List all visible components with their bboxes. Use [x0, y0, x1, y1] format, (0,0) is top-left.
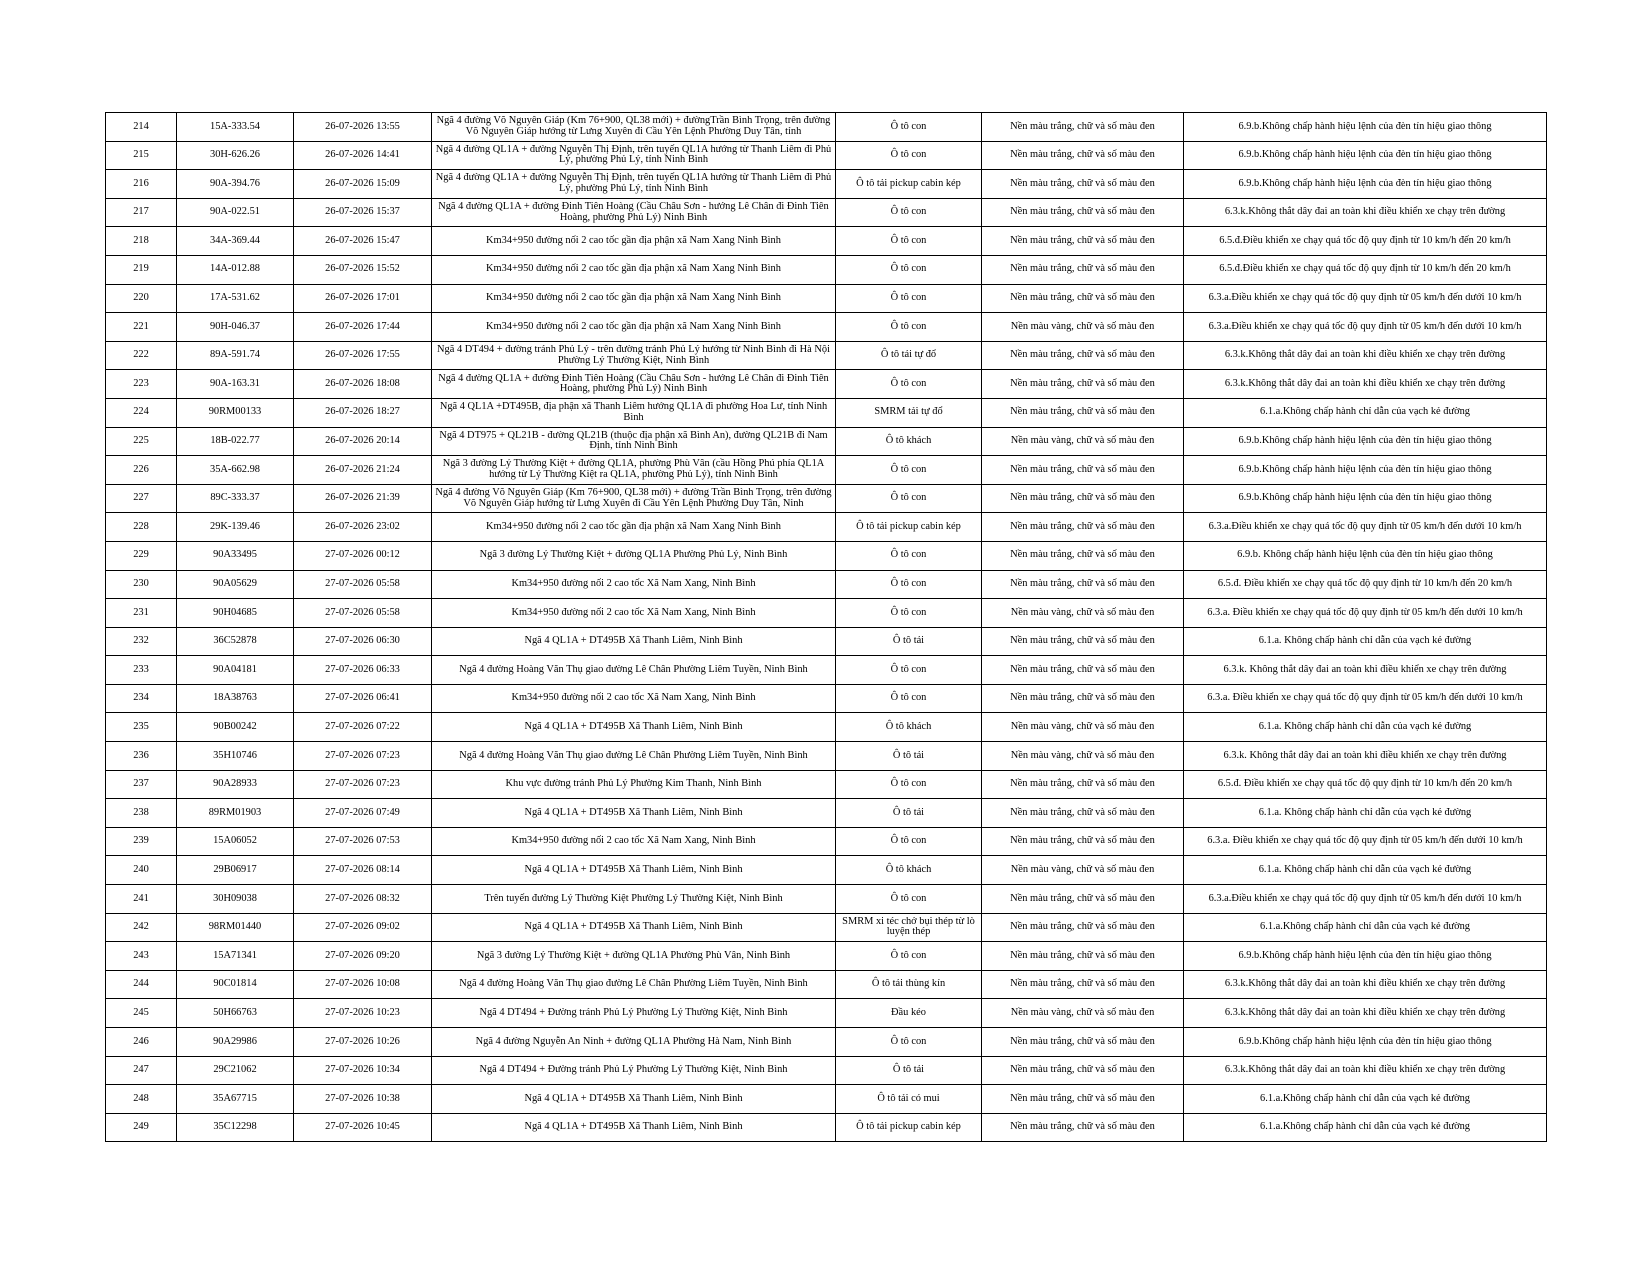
row-number-cell: 217 [106, 198, 177, 227]
plate-number-cell: 90A05629 [177, 570, 294, 599]
plate-number-cell: 90A29986 [177, 1028, 294, 1057]
plate-number-cell: 89A-591.74 [177, 341, 294, 370]
plate-color-cell: Nền màu trắng, chữ và số màu đen [982, 684, 1184, 713]
table-row [106, 198, 1547, 227]
row-number-cell: 242 [106, 913, 177, 942]
violation-cell: 6.9.b.Không chấp hành hiệu lệnh của đèn tín hiệu giao thông [1184, 484, 1547, 513]
timestamp-cell: 27-07-2026 10:38 [294, 1085, 432, 1114]
vehicle-type-cell: Ô tô khách [836, 427, 982, 456]
timestamp-cell: 26-07-2026 18:08 [294, 370, 432, 399]
table-row [106, 113, 1547, 142]
location-cell: Ngã 4 DT494 + đường tránh Phủ Lý - trên đường tránh Phủ Lý hướng từ Ninh Bình đi Hà Nội Phường Lý Thường Kiệt, Ninh Bình [432, 341, 836, 370]
timestamp-cell: 27-07-2026 10:45 [294, 1113, 432, 1142]
row-number-cell: 224 [106, 398, 177, 427]
plate-number-cell: 18B-022.77 [177, 427, 294, 456]
violation-cell: 6.9.b.Không chấp hành hiệu lệnh của đèn tín hiệu giao thông [1184, 427, 1547, 456]
row-number-cell: 235 [106, 713, 177, 742]
vehicle-type-cell: Ô tô tải pickup cabin kép [836, 170, 982, 199]
violation-cell: 6.3.a. Điều khiển xe chạy quá tốc độ quy định từ 05 km/h đến dưới 10 km/h [1184, 827, 1547, 856]
row-number-cell: 233 [106, 656, 177, 685]
vehicle-type-cell: Ô tô con [836, 599, 982, 628]
vehicle-type-cell: Ô tô con [836, 827, 982, 856]
plate-number-cell: 35A67715 [177, 1085, 294, 1114]
row-number-cell: 218 [106, 227, 177, 256]
table-row [106, 827, 1547, 856]
row-number-cell: 236 [106, 742, 177, 771]
row-number-cell: 223 [106, 370, 177, 399]
plate-number-cell: 30H-626.26 [177, 141, 294, 170]
row-number-cell: 245 [106, 999, 177, 1028]
plate-number-cell: 34A-369.44 [177, 227, 294, 256]
plate-color-cell: Nền màu vàng, chữ và số màu đen [982, 742, 1184, 771]
row-number-cell: 247 [106, 1056, 177, 1085]
timestamp-cell: 27-07-2026 07:23 [294, 770, 432, 799]
violation-cell: 6.3.a.Điều khiển xe chạy quá tốc độ quy định từ 05 km/h đến dưới 10 km/h [1184, 284, 1547, 313]
plate-color-cell: Nền màu trắng, chữ và số màu đen [982, 398, 1184, 427]
timestamp-cell: 27-07-2026 05:58 [294, 599, 432, 628]
violation-cell: 6.3.a.Điều khiển xe chạy quá tốc độ quy định từ 05 km/h đến dưới 10 km/h [1184, 513, 1547, 542]
vehicle-type-cell: Ô tô con [836, 656, 982, 685]
timestamp-cell: 27-07-2026 07:53 [294, 827, 432, 856]
plate-color-cell: Nền màu trắng, chữ và số màu đen [982, 770, 1184, 799]
plate-color-cell: Nền màu trắng, chữ và số màu đen [982, 1028, 1184, 1057]
violation-cell: 6.3.k. Không thắt dây đai an toàn khi điều khiển xe chạy trên đường [1184, 656, 1547, 685]
vehicle-type-cell: Ô tô con [836, 255, 982, 284]
plate-color-cell: Nền màu trắng, chữ và số màu đen [982, 113, 1184, 142]
location-cell: Km34+950 đường nối 2 cao tốc gần địa phận xã Nam Xang Ninh Bình [432, 513, 836, 542]
location-cell: Ngã 4 QL1A + DT495B Xã Thanh Liêm, Ninh Bình [432, 913, 836, 942]
plate-color-cell: Nền màu trắng, chữ và số màu đen [982, 885, 1184, 914]
violation-cell: 6.9.b.Không chấp hành hiệu lệnh của đèn tín hiệu giao thông [1184, 141, 1547, 170]
table-row [106, 456, 1547, 485]
violation-cell: 6.3.k. Không thắt dây đai an toàn khi điều khiển xe chạy trên đường [1184, 742, 1547, 771]
violation-cell: 6.3.k.Không thắt dây đai an toàn khi điều khiển xe chạy trên đường [1184, 341, 1547, 370]
timestamp-cell: 26-07-2026 13:55 [294, 113, 432, 142]
table-row [106, 541, 1547, 570]
violation-cell: 6.3.k.Không thắt dây đai an toàn khi điều khiển xe chạy trên đường [1184, 1056, 1547, 1085]
vehicle-type-cell: Ô tô tải tự đổ [836, 341, 982, 370]
plate-color-cell: Nền màu trắng, chữ và số màu đen [982, 141, 1184, 170]
location-cell: Ngã 4 đường Võ Nguyên Giáp (Km 76+900, QL38 mới) + đường Trần Bình Trọng, trên đường Võ Nguyên Giáp hướng từ Lưng Xuyên đi Cầu Yên Lệnh Phường Duy Tân, Ninh [432, 484, 836, 513]
plate-color-cell: Nền màu trắng, chữ và số màu đen [982, 170, 1184, 199]
row-number-cell: 226 [106, 456, 177, 485]
violation-cell: 6.3.k.Không thắt dây đai an toàn khi điều khiển xe chạy trên đường [1184, 370, 1547, 399]
vehicle-type-cell: Ô tô con [836, 284, 982, 313]
plate-number-cell: 90RM00133 [177, 398, 294, 427]
table-row [106, 713, 1547, 742]
violation-cell: 6.9.b.Không chấp hành hiệu lệnh của đèn tín hiệu giao thông [1184, 1028, 1547, 1057]
violation-cell: 6.1.a. Không chấp hành chỉ dẫn của vạch kẻ đường [1184, 856, 1547, 885]
table-row [106, 427, 1547, 456]
timestamp-cell: 27-07-2026 07:22 [294, 713, 432, 742]
location-cell: Ngã 3 đường Lý Thường Kiệt + đường QL1A, phường Phù Vân (cầu Hồng Phú phía QL1A hướng từ Lý Thường Kiệt ra QL1A, phường Phủ Lý), tỉnh Ninh Bình [432, 456, 836, 485]
plate-color-cell: Nền màu trắng, chữ và số màu đen [982, 370, 1184, 399]
location-cell: Trên tuyến đường Lý Thường Kiệt Phường Lý Thường Kiệt, Ninh Bình [432, 885, 836, 914]
table-row [106, 341, 1547, 370]
violation-cell: 6.3.k.Không thắt dây đai an toàn khi điều khiển xe chạy trên đường [1184, 198, 1547, 227]
table-row [106, 999, 1547, 1028]
timestamp-cell: 27-07-2026 09:20 [294, 942, 432, 971]
plate-number-cell: 29C21062 [177, 1056, 294, 1085]
plate-number-cell: 50H66763 [177, 999, 294, 1028]
table-row [106, 970, 1547, 999]
plate-color-cell: Nền màu trắng, chữ và số màu đen [982, 284, 1184, 313]
timestamp-cell: 26-07-2026 20:14 [294, 427, 432, 456]
location-cell: Ngã 4 QL1A + DT495B Xã Thanh Liêm, Ninh Bình [432, 1113, 836, 1142]
plate-number-cell: 18A38763 [177, 684, 294, 713]
timestamp-cell: 27-07-2026 05:58 [294, 570, 432, 599]
plate-number-cell: 36C52878 [177, 627, 294, 656]
plate-number-cell: 90A-394.76 [177, 170, 294, 199]
timestamp-cell: 27-07-2026 06:41 [294, 684, 432, 713]
plate-color-cell: Nền màu trắng, chữ và số màu đen [982, 341, 1184, 370]
row-number-cell: 228 [106, 513, 177, 542]
violation-cell: 6.1.a. Không chấp hành chỉ dẫn của vạch kẻ đường [1184, 799, 1547, 828]
violation-cell: 6.3.k.Không thắt dây đai an toàn khi điều khiển xe chạy trên đường [1184, 999, 1547, 1028]
location-cell: Ngã 4 DT975 + QL21B - đường QL21B (thuộc địa phận xã Bình An), đường QL21B đi Nam Định, tỉnh Ninh Bình [432, 427, 836, 456]
plate-number-cell: 15A06052 [177, 827, 294, 856]
table-row [106, 913, 1547, 942]
location-cell: Ngã 4 đường Hoàng Văn Thụ giao đường Lê Chân Phường Liêm Tuyền, Ninh Bình [432, 970, 836, 999]
location-cell: Ngã 4 QL1A + DT495B Xã Thanh Liêm, Ninh Bình [432, 1085, 836, 1114]
violation-cell: 6.1.a. Không chấp hành chỉ dẫn của vạch kẻ đường [1184, 713, 1547, 742]
location-cell: Km34+950 đường nối 2 cao tốc Xã Nam Xang, Ninh Bình [432, 570, 836, 599]
plate-number-cell: 35A-662.98 [177, 456, 294, 485]
plate-number-cell: 90A28933 [177, 770, 294, 799]
vehicle-type-cell: Ô tô con [836, 227, 982, 256]
vehicle-type-cell: Ô tô tải thùng kín [836, 970, 982, 999]
timestamp-cell: 26-07-2026 15:37 [294, 198, 432, 227]
timestamp-cell: 27-07-2026 08:32 [294, 885, 432, 914]
row-number-cell: 219 [106, 255, 177, 284]
row-number-cell: 248 [106, 1085, 177, 1114]
row-number-cell: 241 [106, 885, 177, 914]
plate-number-cell: 90A33495 [177, 541, 294, 570]
vehicle-type-cell: Ô tô tải [836, 1056, 982, 1085]
vehicle-type-cell: Ô tô con [836, 541, 982, 570]
vehicle-type-cell: Ô tô con [836, 770, 982, 799]
plate-color-cell: Nền màu vàng, chữ và số màu đen [982, 313, 1184, 342]
plate-number-cell: 90H04685 [177, 599, 294, 628]
timestamp-cell: 27-07-2026 10:23 [294, 999, 432, 1028]
vehicle-type-cell: Ô tô khách [836, 713, 982, 742]
row-number-cell: 231 [106, 599, 177, 628]
location-cell: Ngã 4 đường QL1A + đường Nguyễn Thị Định, trên tuyến QL1A hướng từ Thanh Liêm đi Phủ Lý, phường Phủ Lý, tỉnh Ninh Bình [432, 170, 836, 199]
row-number-cell: 229 [106, 541, 177, 570]
table-row [106, 313, 1547, 342]
table-row [106, 742, 1547, 771]
plate-color-cell: Nền màu trắng, chữ và số màu đen [982, 1056, 1184, 1085]
table-row [106, 856, 1547, 885]
plate-color-cell: Nền màu vàng, chữ và số màu đen [982, 427, 1184, 456]
timestamp-cell: 26-07-2026 17:55 [294, 341, 432, 370]
plate-color-cell: Nền màu vàng, chữ và số màu đen [982, 713, 1184, 742]
table-row [106, 885, 1547, 914]
plate-number-cell: 35C12298 [177, 1113, 294, 1142]
location-cell: Ngã 4 đường Hoàng Văn Thụ giao đường Lê Chân Phường Liêm Tuyền, Ninh Bình [432, 742, 836, 771]
location-cell: Km34+950 đường nối 2 cao tốc gần địa phận xã Nam Xang Ninh Bình [432, 255, 836, 284]
vehicle-type-cell: Ô tô tải [836, 627, 982, 656]
plate-color-cell: Nền màu trắng, chữ và số màu đen [982, 255, 1184, 284]
plate-number-cell: 35H10746 [177, 742, 294, 771]
plate-color-cell: Nền màu trắng, chữ và số màu đen [982, 227, 1184, 256]
violation-cell: 6.1.a.Không chấp hành chỉ dẫn của vạch kẻ đường [1184, 1085, 1547, 1114]
table-row [106, 656, 1547, 685]
vehicle-type-cell: Ô tô con [836, 113, 982, 142]
violation-cell: 6.1.a.Không chấp hành chỉ dẫn của vạch kẻ đường [1184, 398, 1547, 427]
plate-color-cell: Nền màu trắng, chữ và số màu đen [982, 1085, 1184, 1114]
violation-cell: 6.1.a.Không chấp hành chỉ dẫn của vạch kẻ đường [1184, 913, 1547, 942]
plate-color-cell: Nền màu trắng, chữ và số màu đen [982, 799, 1184, 828]
location-cell: Ngã 4 QL1A + DT495B Xã Thanh Liêm, Ninh Bình [432, 627, 836, 656]
violation-cell: 6.5.đ.Điều khiển xe chạy quá tốc độ quy định từ 10 km/h đến 20 km/h [1184, 255, 1547, 284]
row-number-cell: 227 [106, 484, 177, 513]
row-number-cell: 234 [106, 684, 177, 713]
plate-color-cell: Nền màu trắng, chữ và số màu đen [982, 970, 1184, 999]
timestamp-cell: 27-07-2026 06:33 [294, 656, 432, 685]
row-number-cell: 214 [106, 113, 177, 142]
plate-color-cell: Nền màu trắng, chữ và số màu đen [982, 570, 1184, 599]
vehicle-type-cell: Đầu kéo [836, 999, 982, 1028]
timestamp-cell: 26-07-2026 15:52 [294, 255, 432, 284]
violation-table-body [106, 113, 1547, 1142]
table-row [106, 513, 1547, 542]
table-row [106, 599, 1547, 628]
plate-number-cell: 89RM01903 [177, 799, 294, 828]
location-cell: Ngã 4 DT494 + Đường tránh Phủ Lý Phường Lý Thường Kiệt, Ninh Bình [432, 999, 836, 1028]
table-row [106, 799, 1547, 828]
violation-cell: 6.1.a. Không chấp hành chỉ dẫn của vạch kẻ đường [1184, 627, 1547, 656]
location-cell: Khu vực đường tránh Phủ Lý Phường Kim Thanh, Ninh Bình [432, 770, 836, 799]
vehicle-type-cell: Ô tô con [836, 141, 982, 170]
location-cell: Ngã 4 đường Nguyễn An Ninh + đường QL1A Phường Hà Nam, Ninh Bình [432, 1028, 836, 1057]
table-row [106, 227, 1547, 256]
table-row [106, 1028, 1547, 1057]
violation-table-page [105, 112, 1546, 1142]
vehicle-type-cell: Ô tô con [836, 484, 982, 513]
violation-cell: 6.5.đ. Điều khiển xe chạy quá tốc độ quy định từ 10 km/h đến 20 km/h [1184, 570, 1547, 599]
plate-color-cell: Nền màu trắng, chữ và số màu đen [982, 827, 1184, 856]
table-row [106, 1056, 1547, 1085]
violation-cell: 6.3.k.Không thắt dây đai an toàn khi điều khiển xe chạy trên đường [1184, 970, 1547, 999]
violation-cell: 6.3.a. Điều khiển xe chạy quá tốc độ quy định từ 05 km/h đến dưới 10 km/h [1184, 684, 1547, 713]
timestamp-cell: 26-07-2026 17:44 [294, 313, 432, 342]
location-cell: Km34+950 đường nối 2 cao tốc Xã Nam Xang, Ninh Bình [432, 684, 836, 713]
row-number-cell: 237 [106, 770, 177, 799]
violation-cell: 6.9.b.Không chấp hành hiệu lệnh của đèn tín hiệu giao thông [1184, 942, 1547, 971]
row-number-cell: 238 [106, 799, 177, 828]
vehicle-type-cell: Ô tô con [836, 885, 982, 914]
violation-cell: 6.5.đ. Điều khiển xe chạy quá tốc độ quy định từ 10 km/h đến 20 km/h [1184, 770, 1547, 799]
location-cell: Km34+950 đường nối 2 cao tốc gần địa phận xã Nam Xang Ninh Bình [432, 284, 836, 313]
plate-color-cell: Nền màu trắng, chữ và số màu đen [982, 656, 1184, 685]
row-number-cell: 220 [106, 284, 177, 313]
plate-color-cell: Nền màu trắng, chữ và số màu đen [982, 627, 1184, 656]
plate-number-cell: 17A-531.62 [177, 284, 294, 313]
location-cell: Ngã 4 QL1A +DT495B, địa phận xã Thanh Liêm hướng QL1A đi phường Hoa Lư, tỉnh Ninh Bình [432, 398, 836, 427]
location-cell: Ngã 3 đường Lý Thường Kiệt + đường QL1A Phường Phủ Lý, Ninh Bình [432, 541, 836, 570]
vehicle-type-cell: Ô tô tải pickup cabin kép [836, 1113, 982, 1142]
plate-color-cell: Nền màu vàng, chữ và số màu đen [982, 999, 1184, 1028]
timestamp-cell: 27-07-2026 10:08 [294, 970, 432, 999]
row-number-cell: 215 [106, 141, 177, 170]
table-row [106, 770, 1547, 799]
plate-number-cell: 90A-022.51 [177, 198, 294, 227]
plate-number-cell: 89C-333.37 [177, 484, 294, 513]
row-number-cell: 225 [106, 427, 177, 456]
timestamp-cell: 26-07-2026 21:24 [294, 456, 432, 485]
plate-number-cell: 14A-012.88 [177, 255, 294, 284]
row-number-cell: 243 [106, 942, 177, 971]
violation-cell: 6.3.a.Điều khiển xe chạy quá tốc độ quy định từ 05 km/h đến dưới 10 km/h [1184, 313, 1547, 342]
location-cell: Ngã 4 đường QL1A + đường Nguyễn Thị Định, trên tuyến QL1A hướng từ Thanh Liêm đi Phủ Lý, phường Phủ Lý, tỉnh Ninh Bình [432, 141, 836, 170]
plate-number-cell: 90B00242 [177, 713, 294, 742]
location-cell: Ngã 4 đường Võ Nguyên Giáp (Km 76+900, QL38 mới) + đườngTrần Bình Trọng, trên đường Võ Nguyên Giáp hướng từ Lưng Xuyên đi Cầu Yên Lệnh Phường Duy Tân, tỉnh [432, 113, 836, 142]
violation-cell: 6.9.b. Không chấp hành hiệu lệnh của đèn tín hiệu giao thông [1184, 541, 1547, 570]
vehicle-type-cell: Ô tô con [836, 684, 982, 713]
violation-cell: 6.5.đ.Điều khiển xe chạy quá tốc độ quy định từ 10 km/h đến 20 km/h [1184, 227, 1547, 256]
table-row [106, 627, 1547, 656]
plate-color-cell: Nền màu trắng, chữ và số màu đen [982, 198, 1184, 227]
table-row [106, 370, 1547, 399]
timestamp-cell: 27-07-2026 09:02 [294, 913, 432, 942]
plate-color-cell: Nền màu vàng, chữ và số màu đen [982, 599, 1184, 628]
row-number-cell: 240 [106, 856, 177, 885]
timestamp-cell: 27-07-2026 07:23 [294, 742, 432, 771]
violation-cell: 6.9.b.Không chấp hành hiệu lệnh của đèn tín hiệu giao thông [1184, 113, 1547, 142]
table-row [106, 942, 1547, 971]
location-cell: Km34+950 đường nối 2 cao tốc gần địa phận xã Nam Xang Ninh Bình [432, 227, 836, 256]
timestamp-cell: 26-07-2026 17:01 [294, 284, 432, 313]
vehicle-type-cell: SMRM xi téc chở bụi thép từ lò luyện thép [836, 913, 982, 942]
location-cell: Km34+950 đường nối 2 cao tốc gần địa phận xã Nam Xang Ninh Bình [432, 313, 836, 342]
violation-table [105, 112, 1547, 1142]
timestamp-cell: 27-07-2026 07:49 [294, 799, 432, 828]
plate-number-cell: 29K-139.46 [177, 513, 294, 542]
plate-color-cell: Nền màu trắng, chữ và số màu đen [982, 1113, 1184, 1142]
row-number-cell: 239 [106, 827, 177, 856]
timestamp-cell: 27-07-2026 08:14 [294, 856, 432, 885]
table-row [106, 398, 1547, 427]
row-number-cell: 246 [106, 1028, 177, 1057]
plate-number-cell: 90H-046.37 [177, 313, 294, 342]
timestamp-cell: 26-07-2026 14:41 [294, 141, 432, 170]
vehicle-type-cell: Ô tô tải pickup cabin kép [836, 513, 982, 542]
location-cell: Km34+950 đường nối 2 cao tốc Xã Nam Xang, Ninh Bình [432, 827, 836, 856]
timestamp-cell: 26-07-2026 15:09 [294, 170, 432, 199]
location-cell: Ngã 4 đường Hoàng Văn Thụ giao đường Lê Chân Phường Liêm Tuyền, Ninh Bình [432, 656, 836, 685]
table-row [106, 255, 1547, 284]
timestamp-cell: 27-07-2026 06:30 [294, 627, 432, 656]
table-row [106, 684, 1547, 713]
table-row [106, 284, 1547, 313]
plate-number-cell: 15A-333.54 [177, 113, 294, 142]
violation-cell: 6.9.b.Không chấp hành hiệu lệnh của đèn tín hiệu giao thông [1184, 456, 1547, 485]
table-row [106, 1113, 1547, 1142]
table-row [106, 484, 1547, 513]
location-cell: Ngã 4 QL1A + DT495B Xã Thanh Liêm, Ninh Bình [432, 713, 836, 742]
row-number-cell: 249 [106, 1113, 177, 1142]
vehicle-type-cell: Ô tô con [836, 313, 982, 342]
timestamp-cell: 26-07-2026 15:47 [294, 227, 432, 256]
row-number-cell: 244 [106, 970, 177, 999]
table-row [106, 1085, 1547, 1114]
timestamp-cell: 26-07-2026 18:27 [294, 398, 432, 427]
vehicle-type-cell: Ô tô tải [836, 742, 982, 771]
location-cell: Ngã 4 đường QL1A + đường Đinh Tiên Hoàng (Cầu Châu Sơn - hướng Lê Chân đi Đinh Tiên Hoàng, phường Phủ Lý) Ninh Bình [432, 370, 836, 399]
timestamp-cell: 26-07-2026 21:39 [294, 484, 432, 513]
timestamp-cell: 27-07-2026 10:26 [294, 1028, 432, 1057]
violation-cell: 6.3.a. Điều khiển xe chạy quá tốc độ quy định từ 05 km/h đến dưới 10 km/h [1184, 599, 1547, 628]
plate-color-cell: Nền màu trắng, chữ và số màu đen [982, 913, 1184, 942]
vehicle-type-cell: Ô tô tải [836, 799, 982, 828]
plate-color-cell: Nền màu trắng, chữ và số màu đen [982, 484, 1184, 513]
table-row [106, 170, 1547, 199]
timestamp-cell: 27-07-2026 10:34 [294, 1056, 432, 1085]
location-cell: Ngã 4 đường QL1A + đường Đinh Tiên Hoàng (Cầu Châu Sơn - hướng Lê Chân đi Đinh Tiên Hoàng, phường Phủ Lý) Ninh Bình [432, 198, 836, 227]
row-number-cell: 221 [106, 313, 177, 342]
vehicle-type-cell: Ô tô con [836, 570, 982, 599]
violation-cell: 6.1.a.Không chấp hành chỉ dẫn của vạch kẻ đường [1184, 1113, 1547, 1142]
location-cell: Km34+950 đường nối 2 cao tốc Xã Nam Xang, Ninh Bình [432, 599, 836, 628]
vehicle-type-cell: Ô tô khách [836, 856, 982, 885]
row-number-cell: 232 [106, 627, 177, 656]
location-cell: Ngã 4 QL1A + DT495B Xã Thanh Liêm, Ninh Bình [432, 799, 836, 828]
plate-color-cell: Nền màu trắng, chữ và số màu đen [982, 513, 1184, 542]
violation-cell: 6.3.a.Điều khiển xe chạy quá tốc độ quy định từ 05 km/h đến dưới 10 km/h [1184, 885, 1547, 914]
plate-number-cell: 29B06917 [177, 856, 294, 885]
table-row [106, 141, 1547, 170]
vehicle-type-cell: Ô tô con [836, 456, 982, 485]
row-number-cell: 216 [106, 170, 177, 199]
vehicle-type-cell: Ô tô con [836, 1028, 982, 1057]
plate-number-cell: 15A71341 [177, 942, 294, 971]
plate-color-cell: Nền màu trắng, chữ và số màu đen [982, 541, 1184, 570]
location-cell: Ngã 3 đường Lý Thường Kiệt + đường QL1A Phường Phù Vân, Ninh Bình [432, 942, 836, 971]
plate-number-cell: 90C01814 [177, 970, 294, 999]
timestamp-cell: 26-07-2026 23:02 [294, 513, 432, 542]
row-number-cell: 222 [106, 341, 177, 370]
vehicle-type-cell: Ô tô tải có mui [836, 1085, 982, 1114]
plate-number-cell: 98RM01440 [177, 913, 294, 942]
plate-number-cell: 90A-163.31 [177, 370, 294, 399]
vehicle-type-cell: Ô tô con [836, 370, 982, 399]
vehicle-type-cell: SMRM tải tự đổ [836, 398, 982, 427]
plate-number-cell: 30H09038 [177, 885, 294, 914]
vehicle-type-cell: Ô tô con [836, 942, 982, 971]
plate-color-cell: Nền màu trắng, chữ và số màu đen [982, 942, 1184, 971]
plate-color-cell: Nền màu vàng, chữ và số màu đen [982, 856, 1184, 885]
violation-cell: 6.9.b.Không chấp hành hiệu lệnh của đèn tín hiệu giao thông [1184, 170, 1547, 199]
location-cell: Ngã 4 QL1A + DT495B Xã Thanh Liêm, Ninh Bình [432, 856, 836, 885]
table-row [106, 570, 1547, 599]
plate-color-cell: Nền màu trắng, chữ và số màu đen [982, 456, 1184, 485]
row-number-cell: 230 [106, 570, 177, 599]
timestamp-cell: 27-07-2026 00:12 [294, 541, 432, 570]
location-cell: Ngã 4 DT494 + Đường tránh Phủ Lý Phường Lý Thường Kiệt, Ninh Bình [432, 1056, 836, 1085]
plate-number-cell: 90A04181 [177, 656, 294, 685]
vehicle-type-cell: Ô tô con [836, 198, 982, 227]
